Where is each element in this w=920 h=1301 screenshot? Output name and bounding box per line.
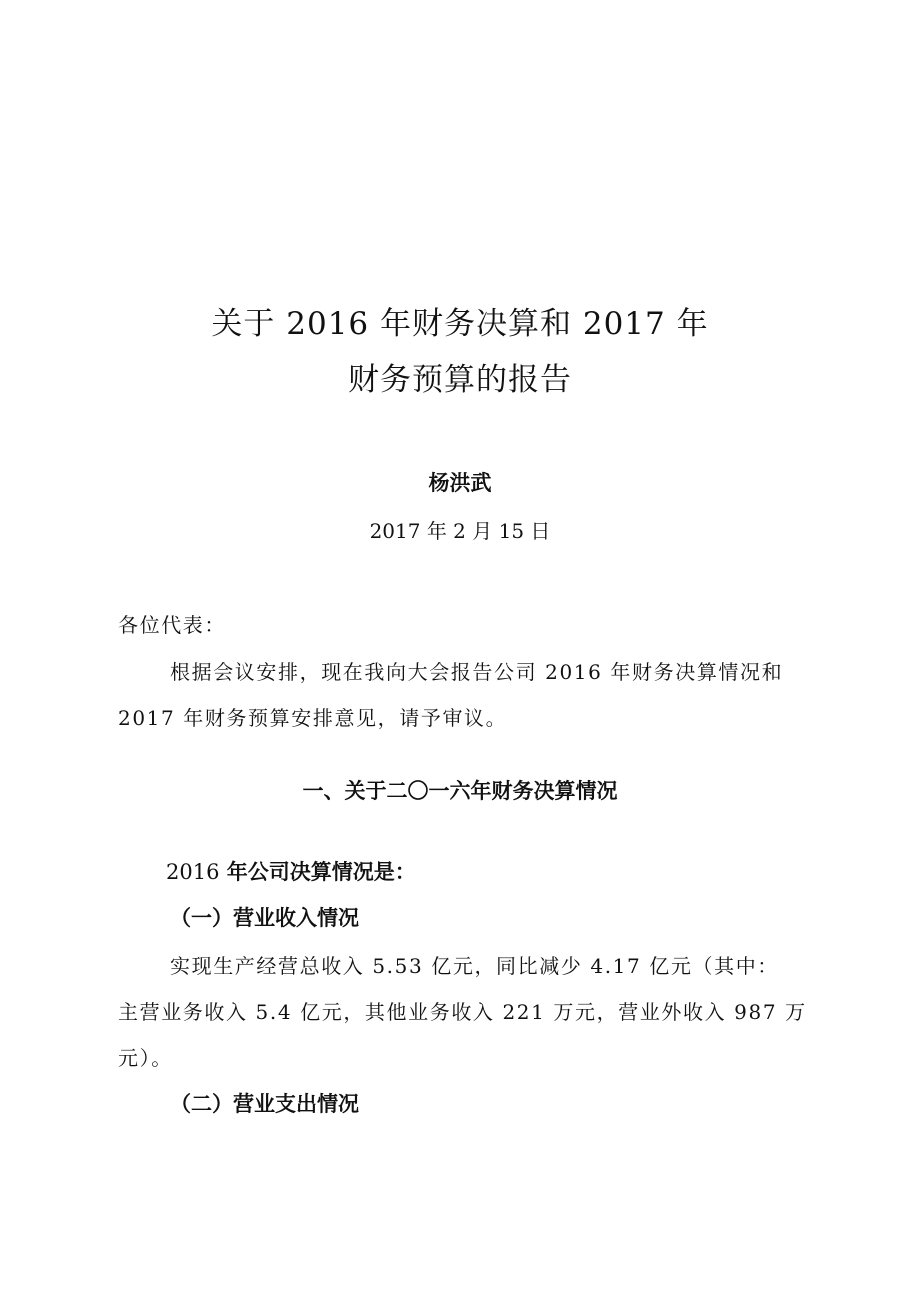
intro-paragraph-line-2: 2017 年财务预算安排意见，请予审议。 bbox=[118, 706, 508, 730]
report-date: 2017 年 2 月 15 日 bbox=[369, 519, 551, 543]
revenue-paragraph-line-1: 实现生产经营总收入 5.53 亿元，同比减少 4.17 亿元（其中： bbox=[170, 954, 779, 978]
document-title-line-1: 关于 2016 年财务决算和 2017 年 bbox=[211, 306, 709, 342]
section-1-heading: 一、关于二〇一六年财务决算情况 bbox=[302, 779, 618, 803]
author-name: 杨洪武 bbox=[428, 471, 492, 495]
summary-line bbox=[166, 859, 416, 885]
summary-year: 2016 bbox=[166, 860, 220, 884]
revenue-paragraph-line-2: 主营业务收入 5.4 亿元，其他业务收入 221 万元，营业外收入 987 万 bbox=[118, 1000, 807, 1024]
document-title-line-2: 财务预算的报告 bbox=[348, 362, 572, 398]
revenue-paragraph-line-3: 元）。 bbox=[118, 1046, 173, 1070]
intro-paragraph-line-1: 根据会议安排，现在我向大会报告公司 2016 年财务决算情况和 bbox=[170, 660, 784, 684]
summary-text: 年公司决算情况是： bbox=[219, 860, 416, 884]
salutation: 各位代表： bbox=[118, 613, 226, 637]
subsection-1-heading: （一）营业收入情况 bbox=[170, 906, 359, 930]
subsection-2-heading: （二）营业支出情况 bbox=[170, 1092, 359, 1116]
